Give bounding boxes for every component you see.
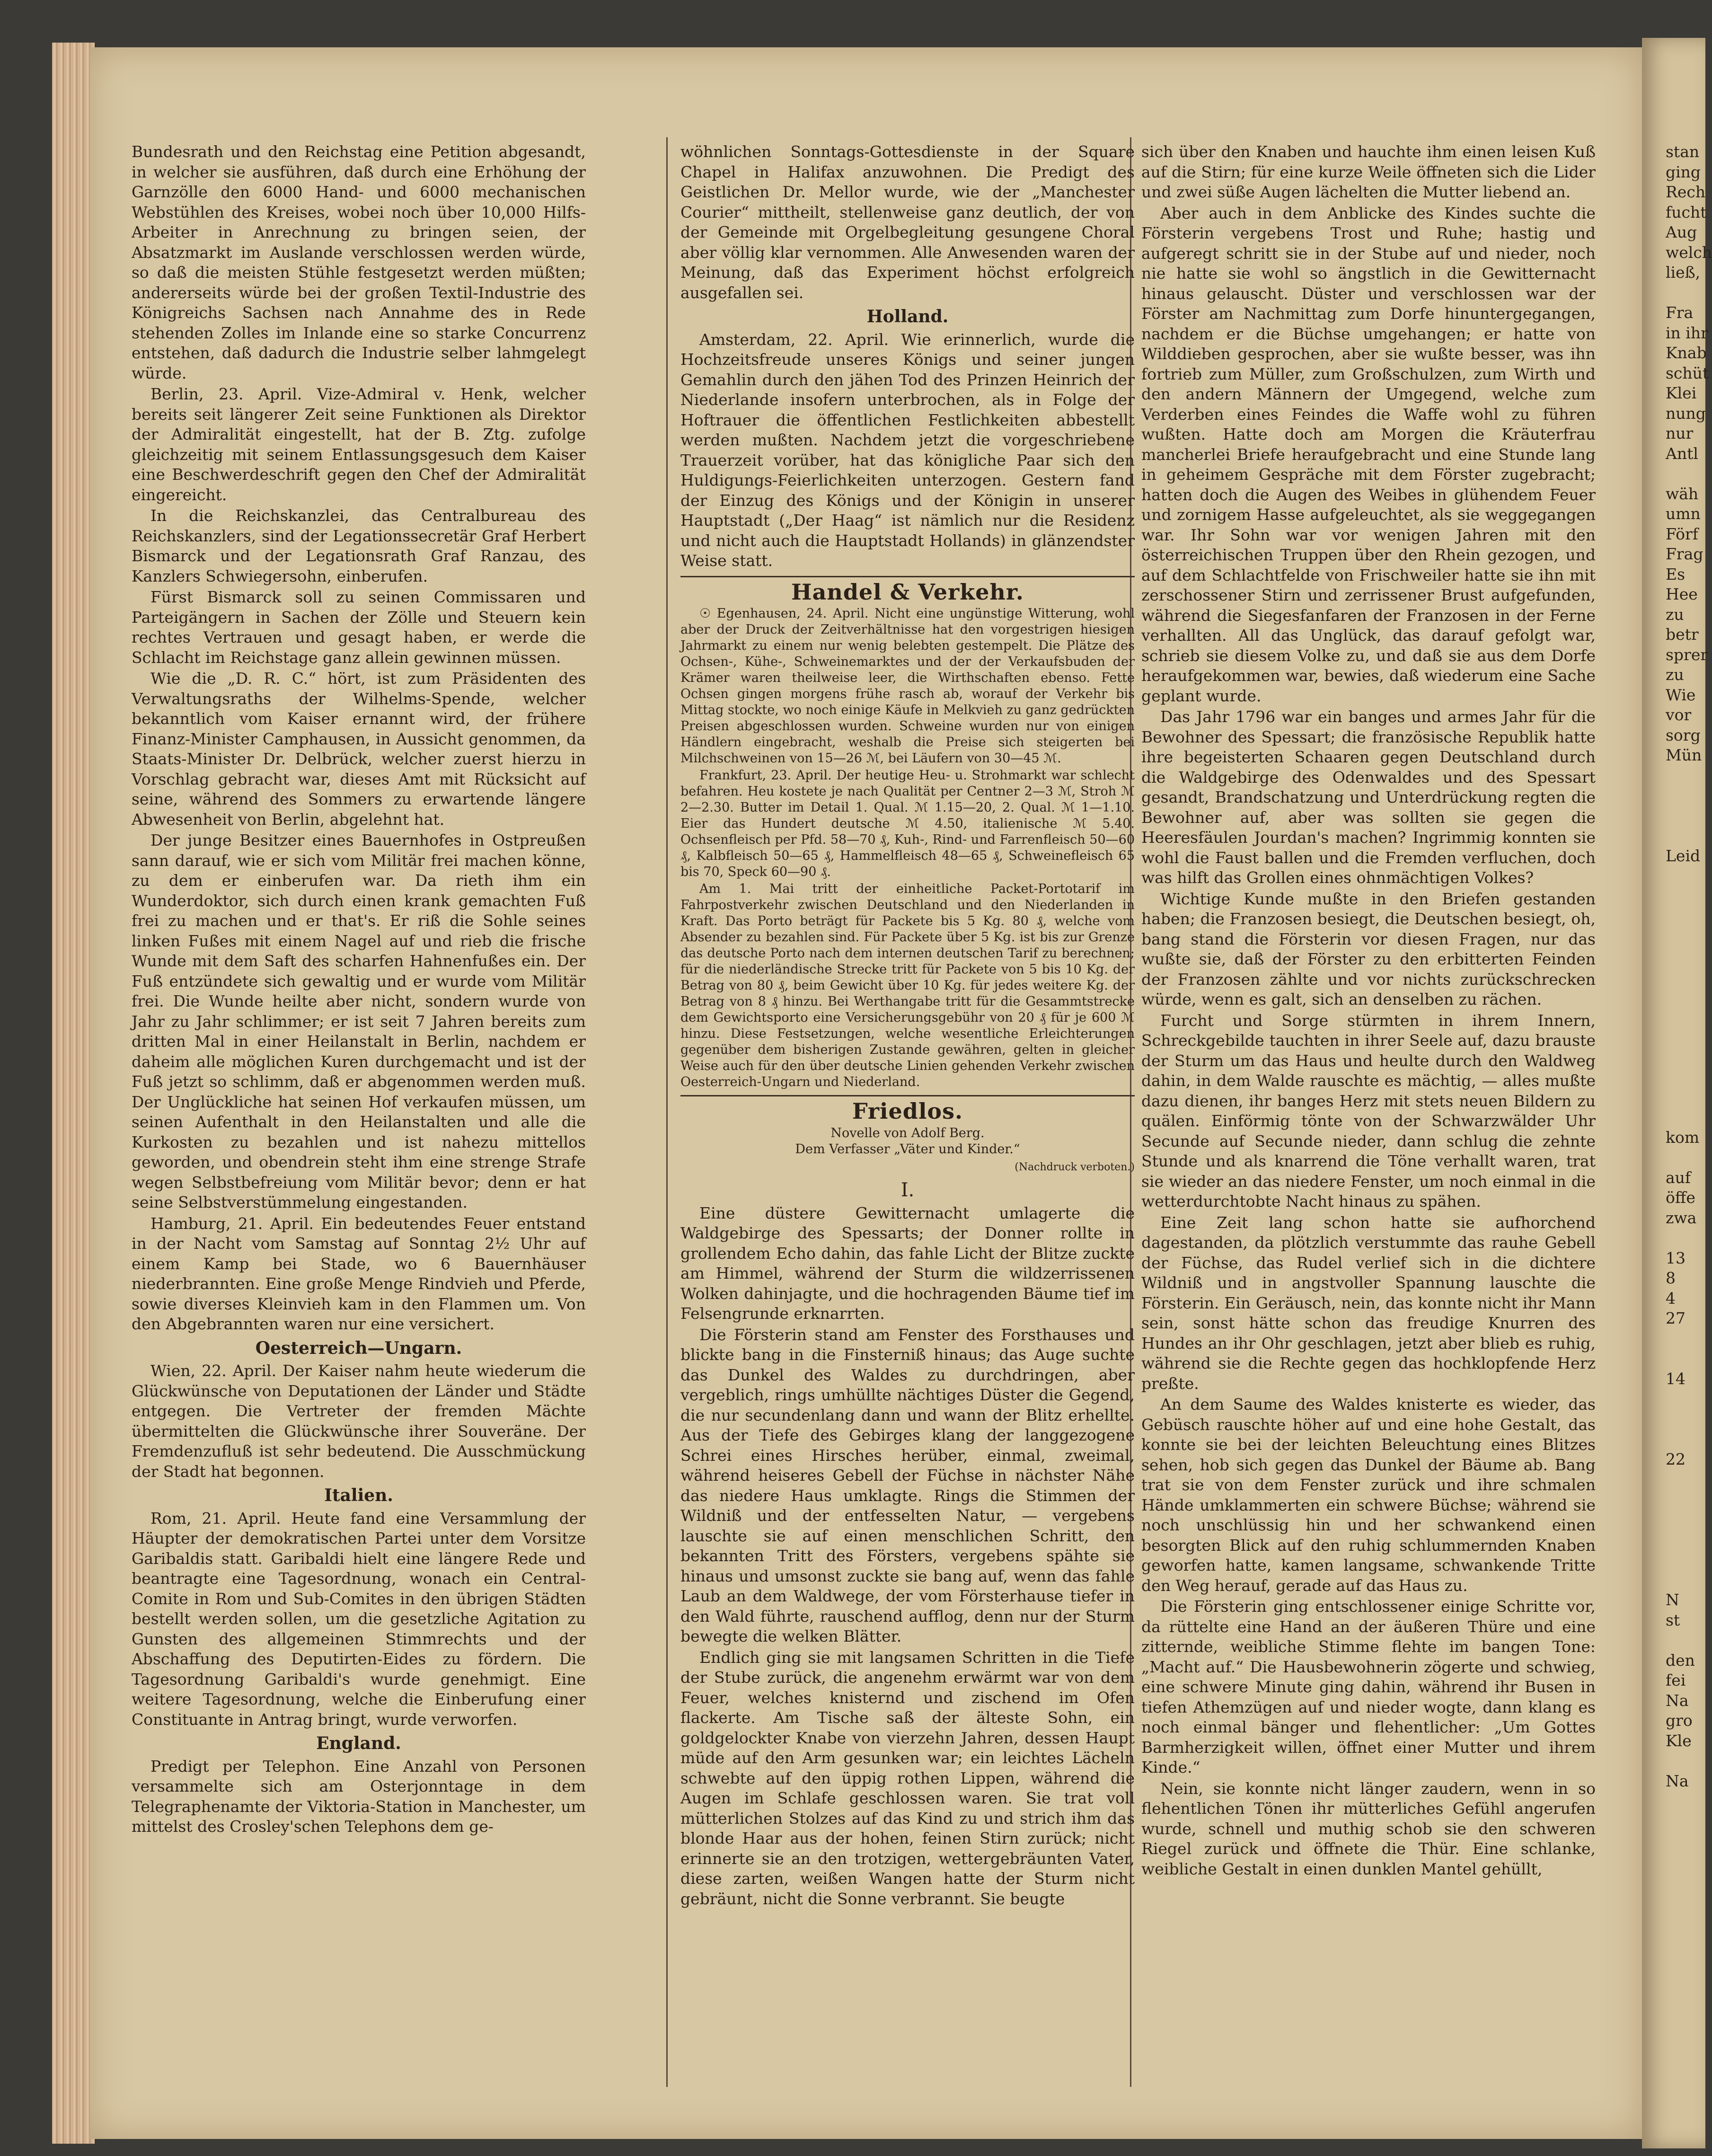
novel-paragraph: Endlich ging sie mit langsamen Schritten in die Tiefe der Stube zurück, die angenehm erwärmt war von dem Feuer, welches knisternd und zischend im Ofen flackerte. Am Tische saß der älteste Sohn, ein goldgelockter Knabe von vierzehn Jahren, dessen Haupt müde auf den Arm gesunken war; ein leichtes Lächeln schwebte auf den üppig rothen Lippen, während die Augen im Schlafe geschlossen waren. Sie trat voll mütterlichen Stolzes auf das Kind zu und strich ihm das blonde Haar aus der hohen, feinen Stirn zurück; nicht erinnerte sie an den trotzigen, wettergebräunten Vater, diese zarten, weißen Wangen hatte der Sturm nicht gebräunt, nicht die Sonne verbrannt. Sie beugte: [680, 1648, 1135, 1908]
novel-paragraph: Die Försterin stand am Fenster des Forsthauses und blickte bang in die Finsterniß hinaus; das Auge suchte das Dunkel des Waldes zu durchdringen, aber vergeblich, rings umhüllte nächtiges Düster die Gegend, die nur secundenlang dann und wann der Blitz erhellte. Aus der Tiefe des Gebirges klang der langgezogene Schrei eines Hirsches herüber, einmal, zweimal, während heiseres Gebell der Füchse in nächster Nähe das niedere Haus umklagte. Rings die Stimmen der Wildniß und der entfesselten Natur, — vergebens lauschte sie auf einen menschlichen Schritt, den bekannten Tritt des Försters, vergebens spähte sie hinaus und umsonst zuckte sie bang auf, wenn das fahle Laub an dem Waldwege, der vom Försterhause tiefer in den Wald führte, rauschend aufflog, denn nur der Sturm bewegte die welken Blätter.: [680, 1325, 1135, 1645]
adjacent-page-line: 27: [1666, 1309, 1686, 1327]
section-heading-austria: Oesterreich—Ungarn.: [255, 1338, 462, 1358]
adjacent-page-line: N: [1666, 1590, 1679, 1609]
article-paragraph: Wien, 22. April. Der Kaiser nahm heute wiederum die Glückwünsche von Deputationen der Länder und Städte entgegen. Die Vertreter der fremden Mächte übermittelten die Glückwünsche ihrer Souveräne. Der Fremdenzufluß ist sehr bedeutend. Die Ausschmückung der Stadt hat begonnen.: [132, 1361, 586, 1481]
adjacent-page-line: ging: [1666, 162, 1701, 181]
adjacent-page-line: [1666, 766, 1703, 786]
adjacent-page-line: [1666, 1550, 1703, 1570]
trade-paragraph: Frankfurt, 23. April. Der heutige Heu- u. Strohmarkt war schlecht befahren. Heu kostete je nach Qualität per Centner 2—3 ℳ, Stroh ℳ 2—2.30. Butter im Detail 1. Qual. ℳ 1.15—20, 2. Qual. ℳ 1—1.10. Eier das Hundert deutsche ℳ 4.50, italienische ℳ 5.40. Ochsenfleisch per Pfd. 58—70 ₰, Kuh-, Rind- und Farrenfleisch 50—60 ₰, Kalbfleisch 50—65 ₰, Hammelfleisch 48—65 ₰, Schweinefleisch 65 bis 70, Speck 60—90 ₰.: [680, 768, 1135, 879]
adjacent-page-line: [1666, 1349, 1703, 1369]
section-heading-trade: Handel & Verkehr.: [791, 579, 1024, 605]
book-page-edges: [52, 43, 95, 2144]
adjacent-page-line: sprer: [1666, 645, 1708, 664]
adjacent-page-line: ließ,: [1666, 263, 1701, 282]
adjacent-page-line: nung: [1666, 404, 1706, 423]
adjacent-page-line: schüt: [1666, 363, 1709, 382]
adjacent-page-line: [1666, 1148, 1703, 1168]
adjacent-page-line: [1666, 1389, 1703, 1409]
adjacent-page-line: [1666, 1067, 1703, 1087]
adjacent-page-line: [1666, 806, 1703, 826]
article-paragraph: Amsterdam, 22. April. Wie erinnerlich, wurde die Hochzeitsfreude unseres Königs und seiner jungen Gemahlin durch den jähen Tod des Prinzen Heinrich der Niederlande insofern unterbrochen, als in Folge der Hoftrauer die öffentlichen Festlichkeiten abbestellt werden mußten. Nachdem jetzt die vorgeschriebene Trauerzeit vorüber, hat das königliche Paar sich den Huldigungs-Feierlichkeiten unterzogen. Gestern fand der Einzug des Königs und der Königin in unserer Hauptstadt („Der Haag“ ist nämlich nur die Residenz und nicht auch die Hauptstadt Hollands) in glänzendster Weise statt.: [680, 330, 1135, 570]
adjacent-page-line: 8: [1666, 1269, 1676, 1287]
novel-paragraph: Wichtige Kunde mußte in den Briefen gestanden haben; die Franzosen besiegt, die Deutschen besiegt, oh, bang stand die Försterin vor diesen Fragen, nur das wußte sie, daß der Förster zu den erbitterten Feinden der Franzosen zählte und vor nichts zurückschrecken würde, wenn es galt, sich an denselben zu rächen.: [1141, 889, 1596, 1008]
adjacent-page-line: Leid: [1666, 846, 1701, 865]
novel-title: Friedlos.: [852, 1098, 963, 1124]
adjacent-page-line: Förf: [1666, 524, 1698, 543]
section-heading-england: England.: [316, 1733, 401, 1753]
adjacent-page-line: Aug: [1666, 223, 1697, 241]
adjacent-page-line: [1666, 1490, 1703, 1510]
adjacent-page-line: [1666, 1107, 1703, 1128]
section-heading-italy: Italien.: [324, 1485, 393, 1505]
adjacent-page-line: 13: [1666, 1248, 1686, 1267]
reprint-note: (Nachdruck verboten.): [1015, 1161, 1135, 1173]
adjacent-page-line: öffe: [1666, 1188, 1695, 1207]
trade-paragraph: ☉ Egenhausen, 24. April. Nicht eine ungünstige Witterung, wohl aber der Druck der Zeitverhältnisse hat den vorgestrigen hiesigen Jahrmarkt zu einem nur wenig belebten gestempelt. Die Plätze des Ochsen-, Kühe-, Schweinemarktes und der der Verkaufsbuden der Krämer waren theilweise leer, die Wirthschaften ebenso. Fette Ochsen gingen morgens frühe rasch ab, worauf der Verkehr bis Mittag stockte, wo noch einige Käufe in Melkvieh zu ganz gedrückten Preisen abgeschlossen wurden. Schweine wurden nur von einigen Händlern eingebracht, weshalb die Preise sich steigerten bei Milchschweinen von 15—26 ℳ, bei Läufern von 30—45 ℳ.: [680, 606, 1135, 766]
adjacent-page-line: wäh: [1666, 484, 1699, 503]
column-3: [1141, 142, 1596, 2092]
adjacent-page-line: umn: [1666, 504, 1701, 523]
adjacent-page-line: Frag: [1666, 545, 1703, 563]
article-paragraph: In die Reichskanzlei, das Centralbureau des Reichskanzlers, sind der Legationssecretär Graf Herbert Bismarck und der Legationsrath Graf Ranzau, des Kanzlers Schwiegersohn, einberufen.: [132, 506, 586, 585]
adjacent-page-line: [1666, 1047, 1703, 1068]
adjacent-page-line: [1666, 886, 1703, 907]
article-paragraph: Wie die „D. R. C.“ hört, ist zum Präsidenten des Verwaltungsraths der Wilhelms-Spende, welcher bekanntlich vom Kaiser ernannt wird, der frühere Finanz-Minister Camphausen, in Aussicht genommen, da Staats-Minister Dr. Delbrück, welcher zuerst hierzu in Vorschlag gebracht war, dieses Amt mit Rücksicht auf seine, während des Sommers zu erwartende längere Abwesenheit von Berlin, abgelehnt hat.: [132, 669, 586, 829]
adjacent-page-line: [1666, 906, 1703, 927]
novel-paragraph: Nein, sie konnte nicht länger zaudern, wenn in so flehentlichen Tönen ihr mütterliches Gefühl angerufen wurde, schnell und muthig schob sie den schweren Riegel zurück und öffnete die Thür. Eine schlanke, weibliche Gestalt in einen dunklen Mantel gehüllt,: [1141, 1779, 1596, 1878]
adjacent-page-line: sorg: [1666, 725, 1701, 744]
adjacent-page-line: [1666, 1530, 1703, 1550]
article-paragraph: Rom, 21. April. Heute fand eine Versammlung der Häupter der demokratischen Partei unter dem Vorsitze Garibaldis statt. Garibaldi hielt eine längere Rede und beantragte eine Tagesordnung, wonach ein Central-Comite in Rom und Sub-Comites in den übrigen Städten bestellt werden sollen, um die gesetzliche Agitation zu Gunsten des allgemeinen Stimmrechts und der Abschaffung des Deputirten-Eides zu fördern. Die Tagesordnung Garibaldi's wurde genehmigt. Eine weitere Tagesordnung, welche die Einberufung einer Constituante in Antrag bringt, wurde verworfen.: [132, 1509, 586, 1729]
adjacent-page-line: [1666, 967, 1703, 987]
adjacent-page-line: gro: [1666, 1711, 1693, 1730]
novel-dedication: Dem Verfasser „Väter und Kinder.“: [795, 1141, 1020, 1157]
adjacent-page-line: betr: [1666, 625, 1699, 644]
adjacent-page-line: Fra: [1666, 303, 1694, 322]
article-paragraph: Hamburg, 21. April. Ein bedeutendes Feuer entstand in der Nacht vom Samstag auf Sonntag 2½ Uhr auf einem Kamp bei Stade, wo 6 Bauernhäuser niederbrannten. Eine große Menge Rindvieh und Pferde, sowie diverses Kleinvieh kam in den Flammen um. Von den Abgebrannten waren nur eine versichert.: [132, 1214, 586, 1333]
adjacent-page-line: [1666, 1630, 1703, 1651]
adjacent-page-line: Na: [1666, 1771, 1689, 1790]
adjacent-page-line: [1666, 1570, 1703, 1590]
adjacent-page-line: welch: [1666, 243, 1712, 262]
adjacent-page-line: fei: [1666, 1671, 1686, 1689]
adjacent-page-line: Rech: [1666, 183, 1706, 201]
adjacent-page-line: kom: [1666, 1128, 1700, 1147]
adjacent-page-line: den: [1666, 1651, 1695, 1670]
adjacent-page-line: [1666, 786, 1703, 806]
adjacent-page-line: [1666, 826, 1703, 846]
adjacent-page-line: 4: [1666, 1289, 1676, 1308]
adjacent-page-line: [1666, 1087, 1703, 1108]
adjacent-page-line: auf: [1666, 1168, 1691, 1187]
column-rule-1: [666, 137, 668, 2087]
adjacent-page-line: [1666, 1007, 1703, 1027]
adjacent-page-line: nur: [1666, 424, 1694, 442]
adjacent-page-line: 22: [1666, 1449, 1686, 1468]
adjacent-page-line: [1666, 464, 1703, 484]
adjacent-page-line: Na: [1666, 1691, 1689, 1710]
novel-paragraph: Eine düstere Gewitternacht umlagerte die Waldgebirge des Spessarts; der Donner rollte in grollendem Echo dahin, das fahle Licht der Blitze zuckte am Himmel, während der Sturm die wildzerrissenen Wolken dahinjagte, und die hochragenden Bäume tief im Felsengrunde erknarrten.: [680, 1203, 1135, 1323]
adjacent-page-line: [1666, 1027, 1703, 1047]
article-paragraph: Fürst Bismarck soll zu seinen Commissaren und Parteigängern in Sachen der Zölle und Steuern kein rechtes Vertrauen und gesagt haben, er werde die Schlacht im Reichstage ganz allein gewinnen müssen.: [132, 588, 586, 667]
section-divider: [680, 576, 1135, 577]
adjacent-page-line: [1666, 1751, 1703, 1771]
adjacent-page-line: [1666, 987, 1703, 1007]
novel-paragraph: Eine Zeit lang schon hatte sie aufhorchend dagestanden, da plötzlich verstummte das rauhe Gebell der Füchse, das Rudel verlief sich in die dichtere Wildniß und in angstvoller Spannung lauschte die Försterin. Ein Geräusch, nein, das konnte nicht ihr Mann sein, sonst hätte schon das freudige Knurren des Hundes an ihr Ohr geschlagen, jetzt aber blieb es ruhig, während sie die Rechte gegen das hochklopfende Herz preßte.: [1141, 1213, 1596, 1393]
adjacent-page-line: Hee: [1666, 585, 1698, 603]
adjacent-page-line: [1666, 866, 1703, 886]
article-paragraph: Bundesrath und den Reichstag eine Petition abgesandt, in welcher sie ausführen, daß durch eine Erhöhung der Garnzölle den 6000 Hand- und 6000 mechanischen Webstühlen des Kreises, wobei noch über 10,000 Hilfs-Arbeiter in Anrechnung zu bringen seien, der Absatzmarkt im Auslande verschlossen werden würde, so daß die meisten Stühle festgesetzt werden müßten; andererseits würde bei der großen Textil-Industrie des Königreichs Sachsen nach Annahme des in Rede stehenden Zolles im Inlande eine so starke Concurrenz entstehen, daß dadurch die Industrie selber lahmgelegt würde.: [132, 142, 586, 382]
novel-paragraph: sich über den Knaben und hauchte ihm einen leisen Kuß auf die Stirn; für eine kurze Weile öffneten sich die Lider und zwei süße Augen lächelten die Mutter liebend an.: [1141, 142, 1596, 201]
adjacent-page-line: zwa: [1666, 1208, 1697, 1227]
adjacent-page-line: [1666, 946, 1703, 967]
adjacent-page-line: Es: [1666, 565, 1686, 583]
adjacent-page-line: Knab: [1666, 344, 1707, 362]
adjacent-page-line: [1666, 1429, 1703, 1449]
novel-paragraph: Aber auch in dem Anblicke des Kindes suchte die Försterin vergebens Trost und Ruhe; hastig und aufgeregt schritt sie in der Stube auf und nieder, noch nie hatte sie wohl so ängstlich in die Gewitternacht hinaus gelauscht. Düster und verschlossen war der Förster am Nachmittag zum Dorfe hinuntergegangen, nachdem er die Büchse umgehangen; er hatte von Wilddieben gesprochen, aber sie wußte besser, was ihn fortrieb zum Müller, zum Großschulzen, zum Wirth und den andern Männern der Umgegend, welche zum Verderben eines Feindes die Waffe wohl zu führen wußten. Hatte doch am Morgen die Kräuterfrau mancherlei Briefe heraufgebracht und eine Stunde lang in geheimem Gespräche mit dem Förster zugebracht; hatten doch die Augen des Weibes in glühendem Feuer und zornigem Hasse aufgeleuchtet, als sie weggegangen war. Ihr Sohn war vor wenigen Jahren mit den österreichischen Truppen über den Rhein gezogen, und auf dem Schlachtfelde von Frischweiler hatte sie ihn mit zerschossener Stirn und zerrissener Brust aufgefunden, während die Siegesfanfaren der Franzosen in der Ferne verhallten. All das Unglück, das darauf gefolgt war, schrieb sie diesem Volke zu, und daß sie aus dem Dorfe heraufgekommen war, bewies, daß wiederum eine Sache geplant wurde.: [1141, 203, 1596, 705]
article-paragraph: Berlin, 23. April. Vize-Admiral v. Henk, welcher bereits seit längerer Zeit seine Funktionen als Direktor der Admiralität eingestellt, hat der B. Ztg. zufolge gleichzeitig mit seinem Entlassungsgesuch dem Kaiser eine Beschwerdeschrift gegen den Chef der Admiralität eingereicht.: [132, 385, 586, 504]
trade-paragraph: Am 1. Mai tritt der einheitliche Packet-Portotarif im Fahrpostverkehr zwischen Deutschland und den Niederlanden in Kraft. Das Porto beträgt für Packete bis 5 Kg. 80 ₰, welche vom Absender zu bezahlen sind. Für Packete über 5 Kg. ist bis zur Grenze das deutsche Porto nach dem internen deutschen Tarif zu berechnen; für die niederländische Strecke tritt für Packete von 5 bis 10 Kg. der Betrag von 80 ₰, beim Gewicht über 10 Kg. für jedes weitere Kg. der Betrag von 8 ₰ hinzu. Bei Werthangabe tritt für die Gesammtstrecke dem Gewichtsporto eine Versicherungsgebühr von 20 ₰ für je 600 ℳ hinzu. Diese Festsetzungen, welche wesentliche Erleichterungen gegenüber dem bisherigen Zustande gewähren, gelten in gleicher Weise auch für den über deutsche Linien gehenden Verkehr zwischen Oesterreich-Ungarn und Niederland.: [680, 882, 1135, 1089]
adjacent-page-line: [1666, 1329, 1703, 1349]
adjacent-page-line: Wie: [1666, 685, 1696, 704]
column-1: [132, 142, 586, 2092]
adjacent-page-line: st: [1666, 1610, 1680, 1629]
section-divider: [680, 1095, 1135, 1096]
adjacent-page-line: fucht: [1666, 203, 1707, 221]
adjacent-page-line: zu: [1666, 665, 1684, 684]
adjacent-page-line: Mün: [1666, 746, 1702, 764]
adjacent-page-line: [1666, 1469, 1703, 1490]
adjacent-page-line: in ihr: [1666, 323, 1708, 342]
adjacent-page-line: stan: [1666, 142, 1700, 161]
adjacent-page-line: 14: [1666, 1369, 1686, 1388]
adjacent-page-line: vor: [1666, 706, 1692, 724]
column-2: [680, 142, 1135, 2092]
adjacent-page-line: [1666, 1228, 1703, 1248]
adjacent-page-line: zu: [1666, 605, 1684, 624]
article-paragraph: wöhnlichen Sonntags-Gottesdienste in der Square Chapel in Halifax anzuwohnen. Die Predigt des Geistlichen Dr. Mellor wurde, wie der „Manchester Courier“ mittheilt, stellenweise ganz deutlich, der von der Gemeinde mit Orgelbegleitung gesungene Choral aber völlig klar vernommen. Alle Anwesenden waren der Meinung, daß das Experiment höchst erfolgreich ausgefallen sei.: [680, 142, 1135, 302]
novel-paragraph: Die Försterin ging entschlossener einige Schritte vor, da rüttelte eine Hand an der äußeren Thüre und eine zitternde, weibliche Stimme flehte im bangen Tone: „Macht auf.“ Die Hausbewohnerin zögerte und schwieg, eine schwere Minute ging dahin, während ihr Busen in tiefen Athemzügen auf und nieder wogte, dann klang es noch einmal bänger und flehentlicher: „Um Gottes Barmherzigkeit willen, öffnet einer Mutter und ihrem Kinde.“: [1141, 1597, 1596, 1776]
section-heading-holland: Holland.: [866, 307, 949, 327]
adjacent-page-line: Antl: [1666, 444, 1698, 463]
adjacent-page-line: [1666, 1510, 1703, 1530]
article-paragraph: Predigt per Telephon. Eine Anzahl von Personen versammelte sich am Osterjonntage in dem Telegraphenamte der Viktoria-Station in Manchester, um mittelst des Crosley'schen Telephons dem ge-: [132, 1757, 586, 1836]
adjacent-page-line: [1666, 283, 1703, 303]
adjacent-page-text: [1666, 142, 1712, 2082]
adjacent-page-line: Klei: [1666, 384, 1697, 402]
novel-paragraph: Furcht und Sorge stürmten in ihrem Innern, Schreckgebilde tauchten in ihrer Seele auf, dazu brauste der Sturm um das Haus und heulte durch den Waldweg dahin, in dem Walde rauschte es mächtig, — alles mußte dazu dienen, ihr banges Herz mit stets neuen Bildern zu quälen. Einförmig tönte von der Schwarzwälder Uhr Secunde auf Secunde nieder, dann schlug die zehnte Stunde und als knarrend die Töne verhallt waren, trat sie wieder an das niedere Fenster, um noch einmal in die wetterdurchtobte Nacht hinaus zu spähen.: [1141, 1011, 1596, 1211]
adjacent-page-line: [1666, 927, 1703, 947]
novel-author: Novelle von Adolf Berg.: [830, 1125, 985, 1140]
chapter-number: I.: [900, 1179, 915, 1201]
novel-paragraph: Das Jahr 1796 war ein banges und armes Jahr für die Bewohner des Spessart; die französische Republik hatte ihre begeisterten Schaaren gegen Deutschland durch die Waldgebirge des Odenwaldes und des Spessart gesandt, Brandschatzung und Unterdrückung regten die Bewohner auf, aber was sollten sie gegen die Heeresfäulen Jourdan's machen? Ingrimmig konnten sie wohl die Faust ballen und die Fremden verfluchen, doch was hilft das Grollen eines ohnmächtigen Volkes?: [1141, 707, 1596, 887]
adjacent-page-line: Kle: [1666, 1731, 1692, 1750]
article-paragraph: Der junge Besitzer eines Bauernhofes in Ostpreußen sann darauf, wie er sich vom Militär frei machen könne, zu dem er einberufen war. Da rieth ihm ein Wunderdoktor, sich durch einen krank gemachten Fuß frei zu machen und er that's. Er riß die Sohle seines linken Fußes mit einem Nagel auf und rieb die frische Wunde mit dem Saft des scharfen Hahnenfußes ein. Der Fuß entzündete sich gewaltig und er wurde vom Militär frei. Die Wunde heilte aber nicht, sondern wurde von Jahr zu Jahr schlimmer; er ist seit 7 Jahren bereits zum dritten Mal in einer Heilanstalt in Berlin, nachdem er daheim alle möglichen Kuren durchgemacht und ist der Fuß jetzt so schlimm, daß er abgenommen werden muß. Der Unglückliche hat seinen Hof verkaufen müssen, um seinen Aufenthalt in den Heilanstalten und alle die Kurkosten zu bezahlen und ist nahezu mittellos geworden, und obendrein steht ihm eine strenge Strafe wegen Selbstbefreiung vom Militär bevor; denn er hat seine Selbstverstümmelung eingestanden.: [132, 831, 586, 1211]
novel-paragraph: An dem Saume des Waldes knisterte es wieder, das Gebüsch rauschte höher auf und eine hohe Gestalt, das konnte sie bei der leichten Beleuchtung eines Blitzes sehen, hob sich gegen das Dunkel der Bäume ab. Bang trat sie von dem Fenster zurück und ihre schmalen Hände umklammerten ein schwere Büchse; während sie noch unschlüssig hin und her schwankend einen besorgten Blick auf den ruhig schlummernden Knaben geworfen hatte, kamen langsame, schwankende Tritte den Weg herauf, gerade auf das Haus zu.: [1141, 1395, 1596, 1595]
adjacent-page-line: [1666, 1409, 1703, 1430]
